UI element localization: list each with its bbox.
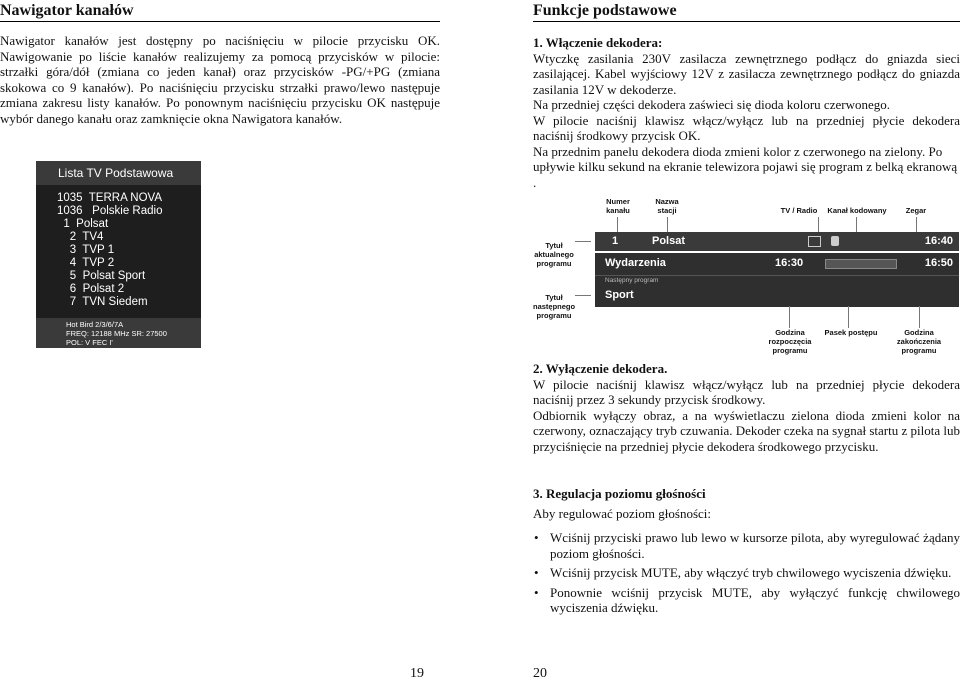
channel-list-title: Lista TV Podstawowa (36, 161, 201, 185)
channel-list-item: 1 Polsat (57, 218, 109, 230)
label-station-name: Nazwa stacji (655, 197, 679, 215)
section-intro: Aby regulować poziom głośności: (533, 505, 711, 521)
infobar-top-row (595, 232, 959, 251)
section-text: W pilocie naciśnij klawisz włącz/wyłącz lub na przedniej płycie dekodera naciśnij środkowy przycisk OK. (533, 112, 960, 143)
list-item: • Ponownie wciśnij przycisk MUTE, aby wyłączyć funkcję chwilowego wyciszenia dźwięku. (533, 585, 960, 616)
section-volume (533, 486, 960, 620)
footer-line: FREQ: 12188 MHz SR: 27500 (66, 329, 167, 338)
infobar-current-row (595, 253, 959, 275)
infobar-diagram (533, 195, 960, 360)
label-clock: Zegar (905, 206, 927, 215)
section-power-off (533, 361, 960, 454)
label-encrypted: Kanał kodowany (827, 206, 887, 215)
footer-line: Hot Bird 2/3/6/7A (66, 320, 124, 329)
channel-list-item: 5 Polsat Sport (57, 270, 146, 282)
channel-list-item: 1036 Polskie Radio (57, 205, 163, 217)
channel-list-item: 4 TVP 2 (57, 257, 115, 269)
label-channel-number: Numer kanału (606, 197, 630, 215)
lock-icon (831, 236, 839, 246)
list-item: • Wciśnij przyciski prawo lub lewo w kursorze pilota, aby wyregulować żądany poziom głośności. (533, 530, 960, 561)
section-text: Na przedniej części dekodera zaświeci się dioda koloru czerwonego. (533, 97, 890, 112)
start-time: 16:30 (775, 257, 804, 269)
next-program-hint: Następny program (605, 277, 659, 284)
section-text: W pilocie naciśnij klawisz włącz/wyłącz lub na przedniej płycie dekodera naciśnij przez 3 sekundy przycisk środkowy. (533, 376, 960, 407)
channel-list-item: 2 TV4 (57, 231, 104, 243)
channel-list-item: 6 Polsat 2 (57, 283, 125, 295)
section-title: 2. Wyłączenie dekodera. (533, 361, 668, 376)
page-number-right: 20 (533, 666, 547, 681)
footer-line: POL: V FEC I' (66, 338, 113, 347)
channel-list-panel (36, 161, 201, 348)
section-text: Wtyczkę zasilania 230V zasilacza zewnętrznego podłącz do gniazda sieci zasilającej. Kabel wyjściowy 12V z zasilacza zewnętrznego podłącz do gniazda zasilania 12V w dekoderze. (533, 50, 960, 97)
label-progress-bar: Pasek postępu (824, 328, 878, 337)
volume-bullet-list (533, 530, 960, 616)
page-heading-left: Nawigator kanałów (0, 2, 134, 19)
label-tv-radio: TV / Radio (780, 206, 818, 215)
connector-line (789, 306, 790, 328)
channel-list-item: 3 TVP 1 (57, 244, 115, 256)
page-number-left: 19 (410, 666, 424, 681)
channel-list-item: 7 TVN Siedem (57, 296, 148, 308)
section-text: Odbiornik wyłączy obraz, a na wyświetlaczu zielona dioda zmieni kolor na czerwony, oznaczający tryb czuwania. Dekoder czeka na sygnał startu z pilota lub przyciśnięcie na przedniej płycie dekodera środkowego przycisku. (533, 407, 960, 454)
section-title: 1. Włączenie dekodera: (533, 35, 663, 50)
current-program-title: Wydarzenia (605, 257, 666, 269)
channel-number: 1 (612, 235, 619, 247)
connector-line (575, 295, 591, 296)
clock: 16:40 (924, 235, 953, 247)
heading-rule-left (0, 21, 440, 22)
progress-bar (825, 259, 897, 269)
channel-list-items (36, 185, 201, 309)
list-item: • Wciśnij przycisk MUTE, aby włączyć tryb chwilowego wyciszenia dźwięku. (533, 565, 960, 581)
end-time: 16:50 (924, 257, 953, 269)
channel-list-item: 1035 TERRA NOVA (57, 192, 163, 204)
label-end-time: Godzina zakończenia programu (896, 328, 942, 355)
connector-line (575, 241, 591, 242)
infobar-next-row (595, 275, 959, 307)
heading-rule-right (533, 21, 960, 22)
label-start-time: Godzina rozpoczęcia programu (768, 328, 812, 355)
label-current-program: Tytuł aktualnego programu (534, 241, 574, 268)
page-heading-right: Funkcje podstawowe (533, 2, 677, 19)
label-next-program: Tytuł następnego programu (533, 293, 576, 320)
connector-line (919, 306, 920, 328)
left-page (0, 0, 440, 681)
connector-line (848, 306, 849, 328)
next-program-title: Sport (605, 289, 634, 301)
section-power-on (533, 35, 960, 190)
section-text: Na przednim panelu dekodera dioda zmieni kolor z czerwonego na zielony. Po upływie kilku sekund na ekranie telewizora pojawi się program z belką ekranową . (533, 143, 958, 190)
channel-name: Polsat (652, 235, 686, 247)
section-title: 3. Regulacja poziomu głośności (533, 486, 706, 501)
channel-list-footer (36, 318, 201, 348)
tv-radio-icon (808, 236, 821, 247)
intro-paragraph: Nawigator kanałów jest dostępny po naciśnięciu w pilocie przycisku OK. Nawigowanie po liście kanałów realizujemy za pomocą przycisków w pilocie: strzałki góra/dół (zmiana co jeden kanał) oraz przycisków -PG/+PG (zmiana skokowa co 9 kanałów). Po naciśnięciu przycisku strzałki prawo/lewo następuje zmiana zakresu listy kanałów. Po ponownym naciśnięciu przycisku OK następuje wybór danego kanału oraz zamknięcie okna Nawigatora kanałów. (0, 33, 440, 126)
